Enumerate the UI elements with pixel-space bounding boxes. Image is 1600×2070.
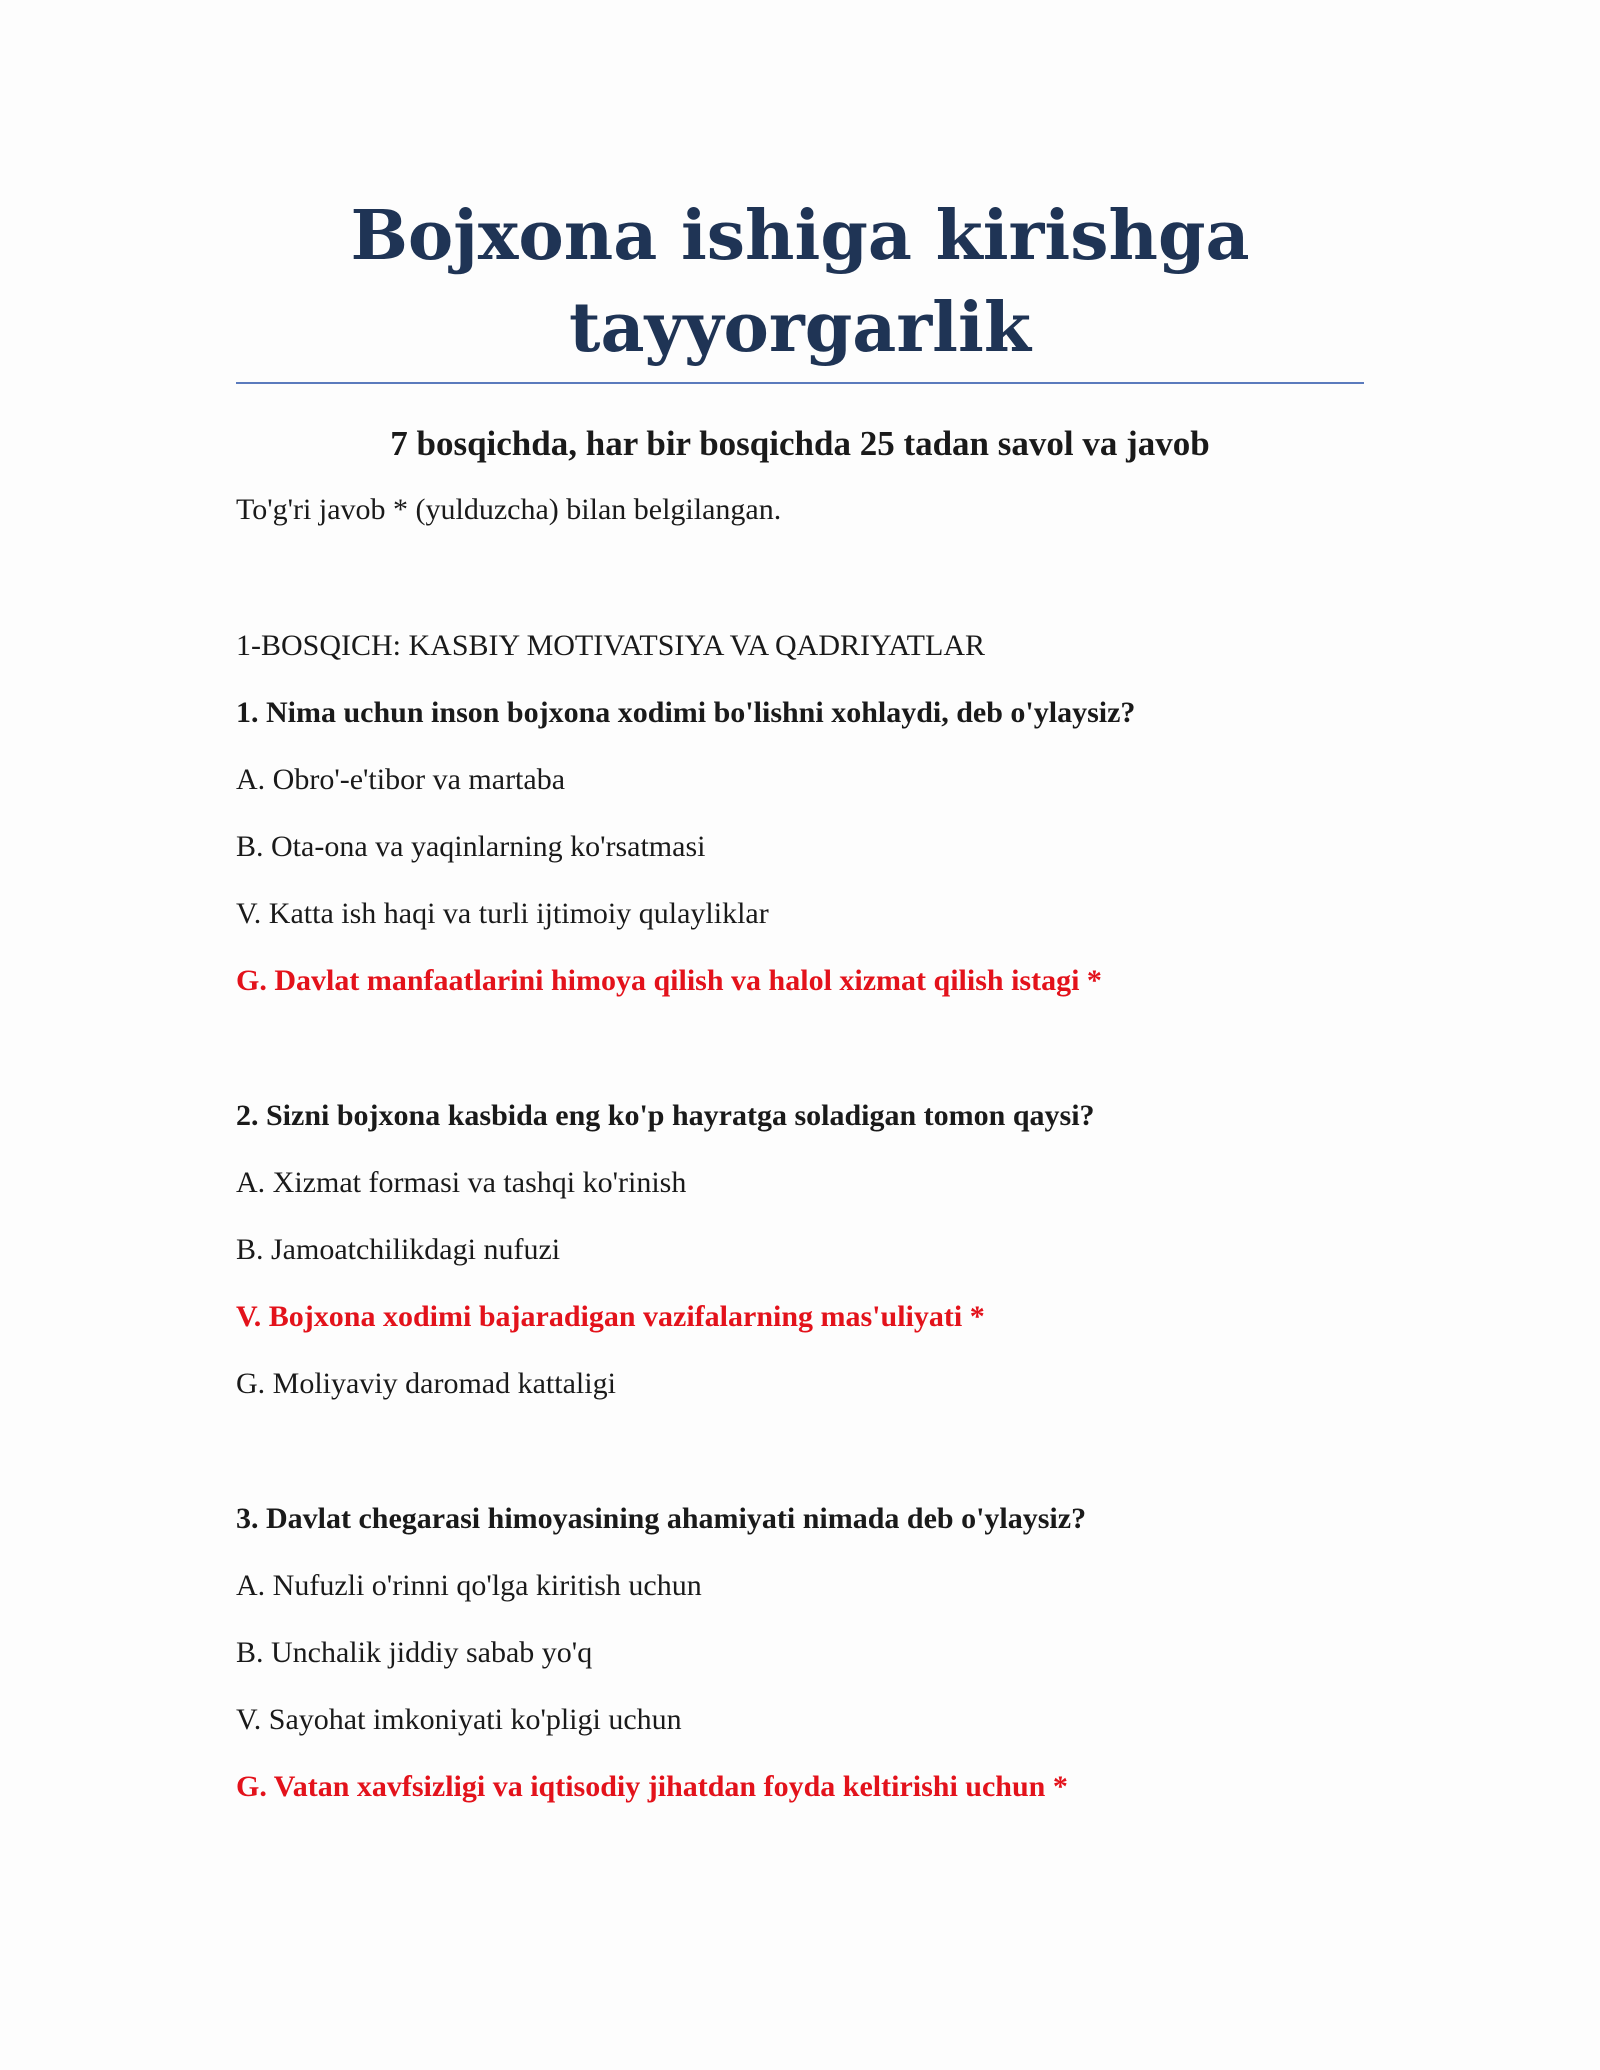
answer-option: B. Unchalik jiddiy sabab yo'q	[236, 1636, 593, 1669]
answer-option: V. Katta ish haqi va turli ijtimoiy qulayliklar	[236, 897, 769, 930]
answer-option: A. Nufuzli o'rinni qo'lga kiritish uchun	[236, 1569, 702, 1602]
question-block	[236, 693, 1364, 1001]
document-page	[236, 190, 1364, 1807]
correct-answer-option: G. Davlat manfaatlarini himoya qilish va halol xizmat qilish istagi *	[236, 964, 1102, 997]
question-text: 3. Davlat chegarasi himoyasining ahamiyati nimada deb o'ylaysiz?	[236, 1502, 1087, 1535]
title-line-2: tayyorgarlik	[569, 288, 1031, 368]
document-title	[236, 190, 1364, 384]
answer-option: A. Obro'-e'tibor va martaba	[236, 763, 566, 796]
answer-option: V. Sayohat imkoniyati ko'pligi uchun	[236, 1703, 682, 1736]
answer-option: A. Xizmat formasi va tashqi ko'rinish	[236, 1166, 687, 1199]
correct-answer-option: V. Bojxona xodimi bajaradigan vazifalarning mas'uliyati *	[236, 1300, 985, 1333]
question-block	[236, 1499, 1364, 1807]
intro-text: To'g'ri javob * (yulduzcha) bilan belgilangan.	[236, 493, 782, 526]
answer-option: G. Moliyaviy daromad kattaligi	[236, 1367, 616, 1400]
answer-option: B. Jamoatchilikdagi nufuzi	[236, 1233, 561, 1266]
question-text: 1. Nima uchun inson bojxona xodimi bo'lishni xohlaydi, deb o'ylaysiz?	[236, 696, 1136, 729]
answer-option: B. Ota-ona va yaqinlarning ko'rsatmasi	[236, 830, 706, 863]
section-title: 1-BOSQICH: KASBIY MOTIVATSIYA VA QADRIYATLAR	[236, 629, 985, 662]
question-block	[236, 1096, 1364, 1404]
title-line-1: Bojxona ishiga kirishga	[350, 196, 1250, 276]
correct-answer-option: G. Vatan xavfsizligi va iqtisodiy jihatdan foyda keltirishi uchun *	[236, 1770, 1068, 1803]
document-subtitle: 7 bosqichda, har bir bosqichda 25 tadan savol va javob	[390, 424, 1210, 463]
question-text: 2. Sizni bojxona kasbida eng ko'p hayratga soladigan tomon qaysi?	[236, 1099, 1095, 1132]
